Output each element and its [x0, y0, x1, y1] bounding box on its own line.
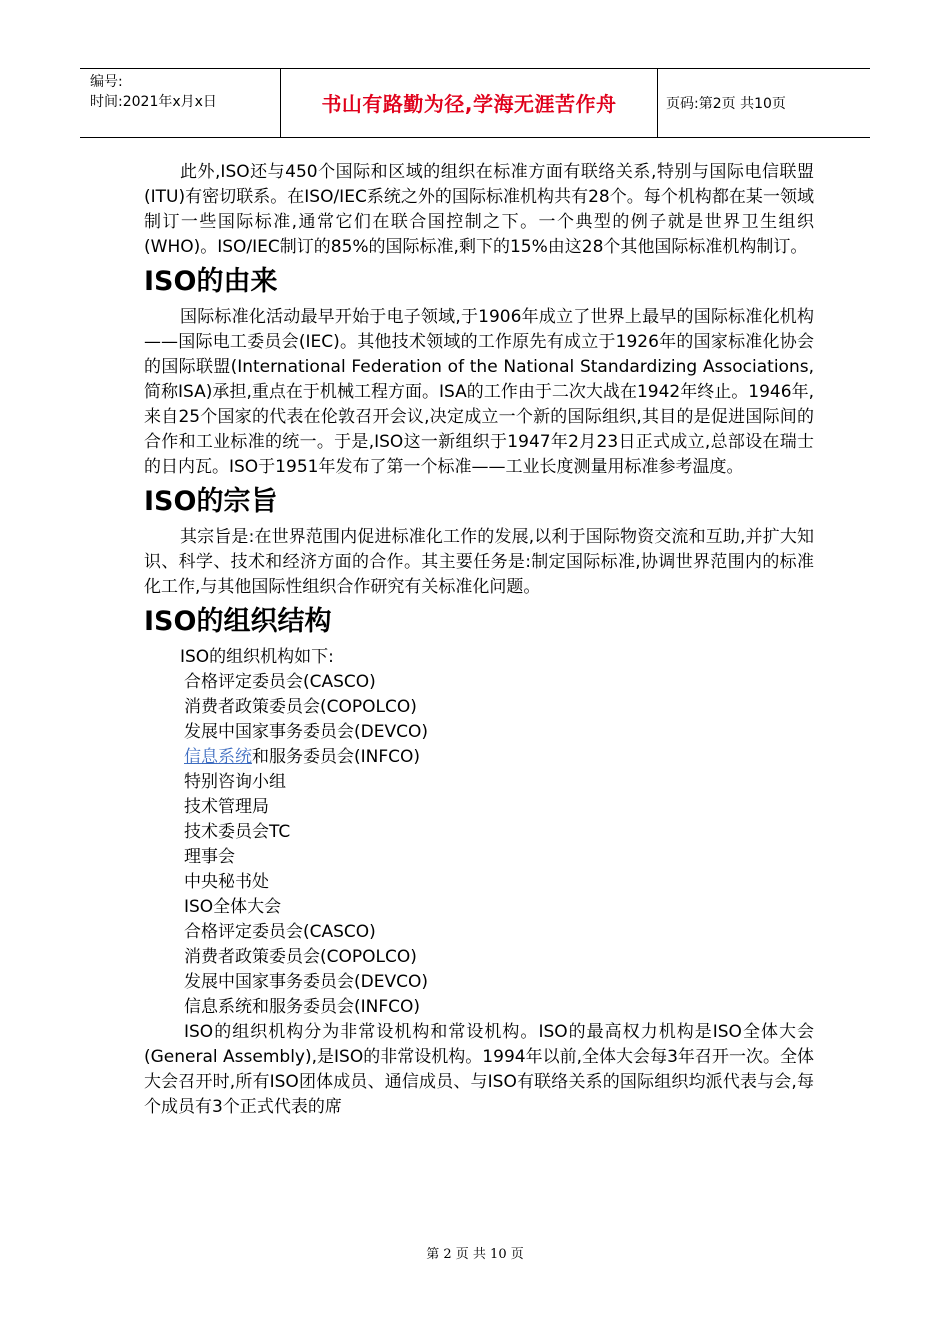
header-info-cell [80, 69, 281, 137]
section-text-purpose: 其宗旨是:在世界范围内促进标准化工作的发展,以利于国际物资交流和互助,并扩大知识、科学、技术和经济方面的合作。其主要任务是:制定国际标准,协调世界范围内的标准化工作,与其他国际性组织合作研究有关标准化问题。 [144, 527, 814, 597]
list-item: 技术管理局 [184, 797, 269, 817]
list-item-infco-linked [144, 745, 814, 770]
list-item: 发展中国家事务委员会(DEVCO) [184, 722, 428, 742]
info-systems-link[interactable]: 信息系统 [184, 747, 252, 767]
intro-paragraph: 此外,ISO还与450个国际和区域的组织在标准方面有联络关系,特别与国际电信联盟(ITU)有密切联系。在ISO/IEC系统之外的国际标准机构共有28个。每个机构都在某一领域制订一些国际标准,通常它们在联合国控制之下。一个典型的例子就是世界卫生组织(WHO)。ISO/IEC制订的85%的国际标准,剩下的15%由这28个其他国际标准机构制订。 [144, 162, 814, 257]
link-rest-text: 和服务委员会(INFCO) [252, 747, 421, 767]
list-item: 特别咨询小组 [184, 772, 286, 792]
list-item: 消费者政策委员会(COPOLCO) [184, 697, 417, 717]
page-header [80, 68, 870, 138]
section-text-origin: 国际标准化活动最早开始于电子领域,于1906年成立了世界上最早的国际标准化机构——国际电工委员会(IEC)。其他技术领域的工作原先有成立于1926年的国家标准化协会的国际联盟(International Federation of the National Standardizing Associations,简称ISA)承担,重点在于机械工程方面。ISA的工作由于二次大战在1942年终止。1946年,来自25个国家的代表在伦敦召开会议,决定成立一个新的国际组织,其目的是促进国际间的合作和工业标准的统一。于是,ISO这一新组织于1947年2月23日正式成立,总部设在瑞士的日内瓦。ISO于1951年发布了第一个标准——工业长度测量用标准参考温度。 [144, 307, 814, 477]
header-motto-cell [281, 69, 658, 137]
page-footer: 第 2 页 共 10 页 [426, 1247, 524, 1262]
section-heading-structure: ISO的组织结构 [144, 606, 332, 637]
section-heading-purpose: ISO的宗旨 [144, 486, 278, 517]
list-item: 发展中国家事务委员会(DEVCO) [184, 972, 428, 992]
list-item: 技术委员会TC [184, 822, 291, 842]
header-time: 时间:2021年x月x日 [90, 94, 217, 110]
list-item: 信息系统和服务委员会(INFCO) [184, 997, 421, 1017]
list-item: 合格评定委员会(CASCO) [184, 922, 376, 942]
org-structure-list [144, 645, 814, 1020]
list-item: 合格评定委员会(CASCO) [184, 672, 376, 692]
section-heading-origin: ISO的由来 [144, 266, 278, 297]
header-motto: 书山有路勤为径,学海无涯苦作舟 [321, 92, 617, 116]
header-number: 编号: [90, 74, 123, 90]
list-item: 中央秘书处 [184, 872, 269, 892]
header-page-cell [658, 69, 870, 137]
document-body [144, 160, 814, 1120]
org-closing-paragraph: ISO的组织机构分为非常设机构和常设机构。ISO的最高权力机构是ISO全体大会(General Assembly),是ISO的非常设机构。1994年以前,全体大会每3年召开一次。全体大会召开时,所有ISO团体成员、通信成员、与ISO有联络关系的国际组织均派代表与会,每个成员有3个正式代表的席 [144, 1022, 814, 1117]
list-item: ISO全体大会 [184, 897, 282, 917]
org-list-intro: ISO的组织机构如下: [180, 647, 334, 667]
list-item: 理事会 [184, 847, 235, 867]
list-item: 消费者政策委员会(COPOLCO) [184, 947, 417, 967]
header-page-number: 页码:第2页 共10页 [666, 96, 786, 112]
